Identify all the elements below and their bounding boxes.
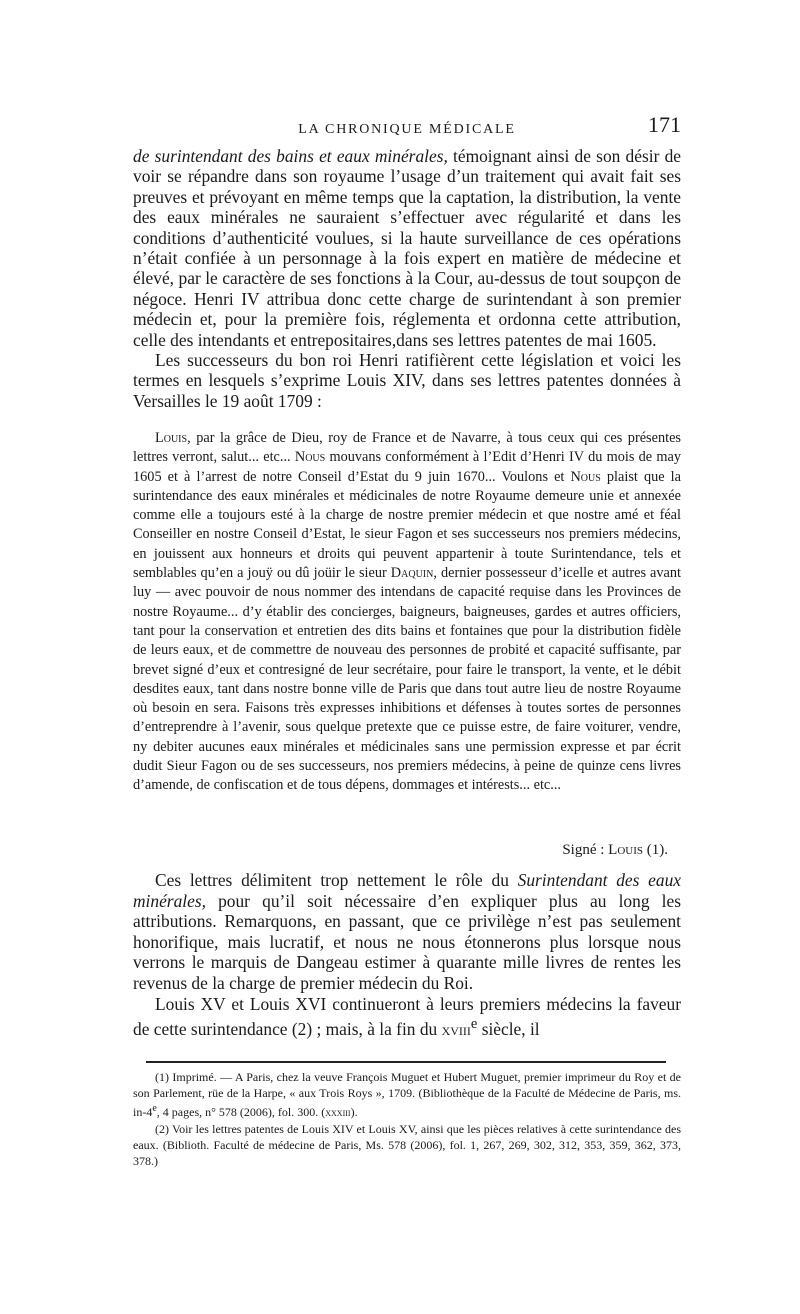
running-title: LA CHRONIQUE MÉDICALE <box>298 122 516 137</box>
signature-line: Signé : Louis (1). <box>562 842 668 858</box>
paragraph-2: Les successeurs du bon roi Henri ratifièrent cette législation et voici les termes en lesquels s’exprime Louis XIV, dans ses lettres patentes données à Versailles le 19 août 1709 : <box>133 350 681 411</box>
quoted-letters-patent <box>133 429 681 796</box>
page-number: 171 <box>648 112 681 137</box>
paragraph-1: de surintendant des bains et eaux minérales, témoignant ainsi de son désir de voir se répandre dans son royaume l’usage d’un traitement qui avait fait ses preuves et prévoyant en même temps que la captation, la distribution, la vente des eaux minérales ne sauraient s’effectuer avec régularité et dans les conditions d’authenticité voulues, si la haute surveillance de ces opérations n’était confiée à un personnage à la fois expert en matière de médecine et élevé, par le caractère de ses fonctions à la Cour, au-dessus de tout soupçon de négoce. Henri IV attribua donc cette charge de surintendant à son premier médecin et, pour la première fois, réglementa et ordonna cette attribution, celle des intendants et entrepositaires,dans ses lettres patentes de mai 1605. <box>133 146 681 350</box>
closing-text <box>133 870 681 1040</box>
quote-paragraph: Louis, par la grâce de Dieu, roy de France et de Navarre, à tous ceux qui ces présentes lettres verront, salut... etc... Nous mouvans conformément à l’Edit d’Henri IV du mois de may 1605 et à l’arrest de notre Conseil d’Estat du 9 juin 1670... Voulons et Nous plaist que la surintendance des eaux minérales et médicinales de notre Royaume demeure unie et annexée comme elle a toujours esté à la charge de nostre premier médecin et que nostre amé et féal Conseiller en nostre Conseil d’Estat, le sieur Fagon et ses successeurs nos premiers médecins, en jouissent aux honneurs et droits qui peuvent appartenir à toute Surintendance, tels et semblables qu’en a jouÿ ou dû joüir le sieur Daquin, dernier possesseur d’icelle et autres avant luy — avec pouvoir de nous nommer des intendans de capacité requise dans les Provinces de nostre Royaume... d’y établir des concierges, baigneurs, baigneuses, gardes et autres officiers, tant pour la conservation et entretien des dits bains et fontaines que pour la distribution fidèle de leurs eaux, et de commettre de nouveau des personnes de probité et capacité suffisante, par brevet signé d’eux et contresigné de leur secrétaire, pour faire le transport, la vente, et le débit desdites eaux, tant dans nostre bonne ville de Paris que dans tout autre lieu de nostre Royaume où besoin en sera. Faisons très expresses inhibitions et défenses à toutes sortes de personnes d’entreprendre à l’avenir, sous quelque pretexte que ce puisse estre, de faire voiturer, vendre, ny debiter aucunes eaux minérales et médicinales sans une permission expresse et par écrit dudit Sieur Fagon ou de ses successeurs, nos premiers médecins, à peine de quinze cens livres d’amende, de confiscation et de tous dépens, dommages et intérests... etc... <box>133 430 682 794</box>
footnote-2: (2) Voir les lettres patentes de Louis XIV et Louis XV, ainsi que les pièces relatives à cette surintendance des eaux. (Biblioth. Faculté de médecine de Paris, Ms. 578 (2006), fol. 1, 267, 269, 302, 312, 353, 359, 362, 373, 378.) <box>133 1122 681 1168</box>
paragraph-4: Louis XV et Louis XVI continueront à leurs premiers médecins la faveur de cette surintendance (2) ; mais, à la fin du xviii$^e$ siècle, il <box>133 993 681 1039</box>
body-text <box>133 146 681 411</box>
paragraph-3: Ces lettres délimitent trop nettement le rôle du Surintendant des eaux minérales, pour qu’il soit nécessaire d’en expliquer plus au long les attributions. Remarquons, en passant, que ce privilège n’est pas seulement honorifique, mais lucratif, et nous ne nous étonnerons plus lorsque nous verrons le marquis de Dangeau estimer à quarante mille livres de rentes les revenus de la charge de premier médecin du Roi. <box>133 870 681 993</box>
italic-term: de surintendant des bains et eaux minérales, <box>133 146 448 166</box>
footnotes <box>133 1069 681 1170</box>
footnote-divider <box>146 1061 666 1063</box>
footnote-1: (1) Imprimé. — A Paris, chez la veuve François Muguet et Hubert Muguet, premier imprimeur du Roy et de son Parlement, rüe de la Harpe, « aux Trois Roys », 1709. (Bibliothèque de la Faculté de Médecine de Paris, ms. in-4e, 4 pages, n° 578 (2006), fol. 300. (xxxiii). <box>133 1070 681 1119</box>
page-header <box>133 112 681 142</box>
